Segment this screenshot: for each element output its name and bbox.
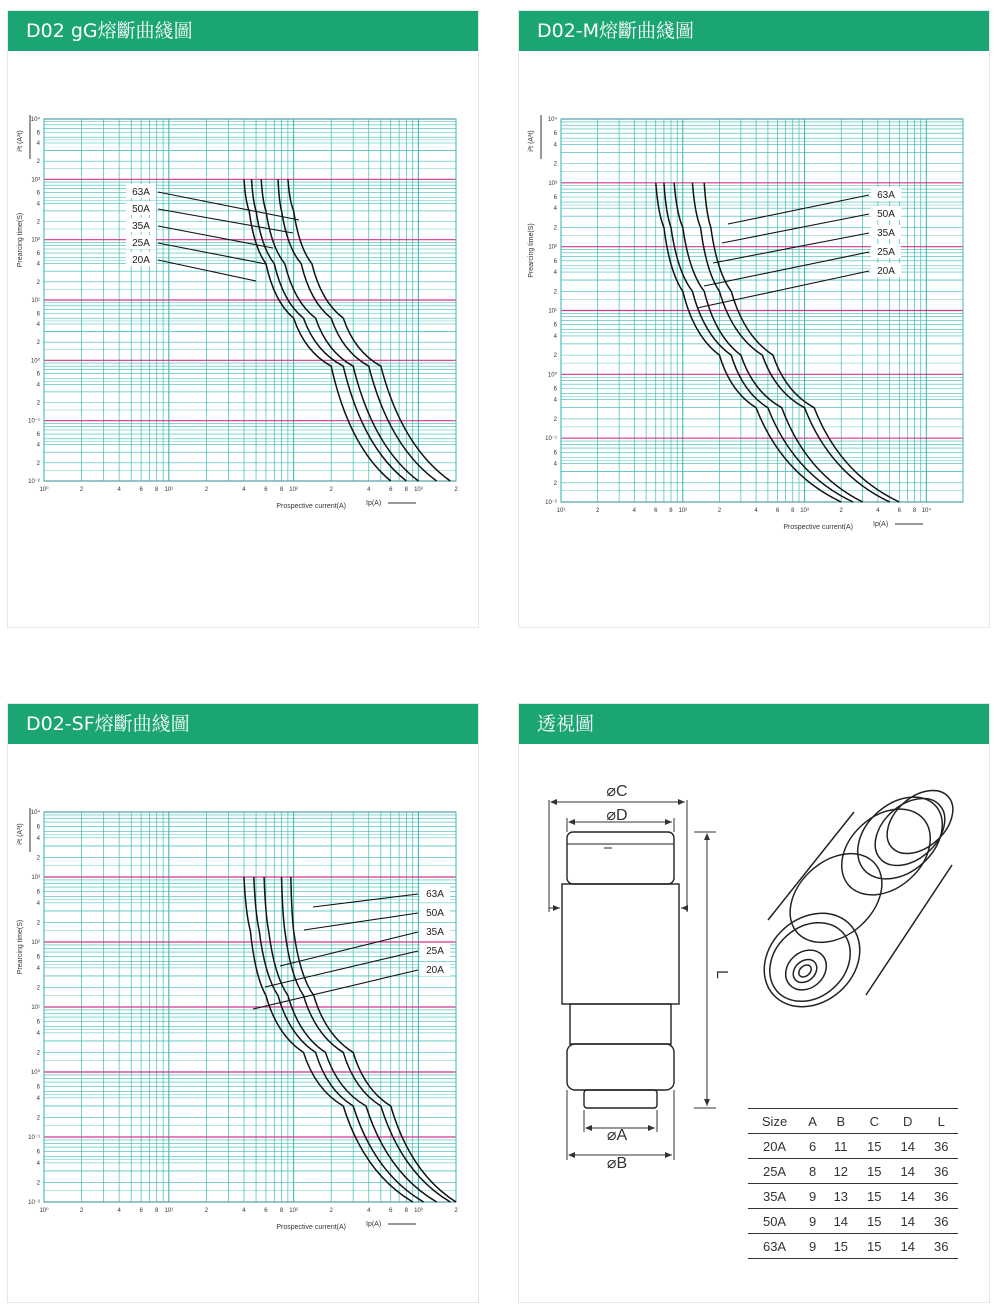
x-tick-label: 8 (404, 487, 409, 493)
y-tick-label: 10⁻¹ (28, 418, 40, 425)
y-tick-label: 2 (36, 1180, 40, 1187)
y-tick-label: 4 (36, 1095, 40, 1102)
y-tick-label: 2 (36, 920, 40, 927)
dimension-lines (549, 800, 716, 1160)
y-tick-label: 4 (36, 261, 40, 268)
curve-label-63A: 63A (132, 187, 150, 198)
table-cell: 8 (801, 1159, 824, 1184)
y-tick-label: 6 (36, 1084, 40, 1091)
x-tick-label: 6 (264, 487, 268, 493)
table-cell: 9 (801, 1184, 824, 1209)
dim-l-label: L (713, 970, 730, 979)
x-tick-label: 6 (654, 508, 658, 514)
y-tick-label: 10⁰ (30, 358, 40, 365)
table-row (748, 1209, 958, 1234)
x-tick-label: 4 (117, 487, 121, 493)
y-tick-label: 10⁻² (28, 479, 40, 485)
table-header-cell: A (801, 1109, 824, 1134)
y-tick-label: 6 (36, 1019, 40, 1026)
y-tick-label: 10⁴ (30, 117, 40, 123)
curve-label-35A: 35A (426, 927, 444, 938)
curve-label-25A: 25A (426, 946, 444, 957)
x-axis-label: Prospective current(A) (783, 524, 853, 531)
y-tick-label: 10⁴ (30, 810, 40, 816)
curve-label-50A: 50A (426, 908, 444, 919)
y-tick-label: 10⁻² (545, 500, 557, 506)
table-cell: 9 (801, 1234, 824, 1259)
y-tick-label: 6 (36, 889, 40, 896)
x-tick-label: 4 (754, 508, 758, 514)
x-tick-label: 4 (632, 508, 636, 514)
curve-label-20A: 20A (132, 255, 150, 266)
x-tick-label: 8 (912, 508, 917, 514)
x-tick-label: 6 (139, 487, 143, 493)
y-tick-label: 6 (36, 954, 40, 961)
x-tick-label: 4 (242, 487, 246, 493)
dim-d-label: ⌀D (606, 807, 628, 824)
y-axis-label: Prearcing time(S) (17, 919, 24, 975)
curve-label-25A: 25A (132, 238, 150, 249)
x-tick-label: 10⁴ (921, 508, 931, 514)
x-tick-label: 10³ (800, 508, 809, 514)
y-tick-label: 4 (553, 270, 557, 277)
y-tick-label: 4 (36, 322, 40, 329)
x-tick-label: 8 (279, 487, 284, 493)
x-tick-label: 4 (242, 1208, 246, 1214)
fuse-perspective-view (745, 778, 965, 1026)
y-tick-label: 4 (553, 397, 557, 404)
x-tick-label: 10² (289, 1208, 298, 1214)
y-tick-label: 4 (553, 206, 557, 213)
y-tick-label: 2 (36, 460, 40, 467)
table-cell: 14 (891, 1184, 924, 1209)
y-tick-label: 2 (36, 400, 40, 407)
table-cell: 15 (858, 1209, 891, 1234)
curve-label-63A: 63A (877, 190, 895, 201)
y-tick-label: 10³ (548, 180, 557, 187)
panel-sf-title: D02-SF熔斷曲綫圖 (8, 704, 478, 744)
x-tick-label: 2 (717, 508, 722, 514)
table-cell: 35A (748, 1184, 801, 1209)
y-tick-label: 6 (553, 450, 557, 457)
x-tick-label: 8 (155, 487, 159, 493)
x-tick-label: 2 (329, 487, 333, 493)
y-axis-label-2: i²t (A²t) (17, 130, 24, 152)
curve-label-20A: 20A (426, 965, 444, 976)
x-tick-label: 2 (839, 508, 843, 514)
size-table (748, 1108, 958, 1259)
y-tick-label: 6 (553, 386, 557, 393)
y-tick-label: 6 (36, 251, 40, 258)
table-cell: 50A (748, 1209, 801, 1234)
y-tick-label: 6 (36, 130, 40, 137)
y-tick-label: 6 (553, 258, 557, 265)
y-tick-label: 4 (553, 333, 557, 340)
table-cell: 36 (924, 1234, 958, 1259)
y-tick-label: 10¹ (31, 298, 40, 304)
table-header-cell: L (924, 1109, 958, 1134)
y-tick-label: 10⁰ (547, 372, 557, 379)
dim-a-label: ⌀A (606, 1127, 628, 1144)
table-cell: 11 (824, 1134, 857, 1159)
y-tick-label: 10¹ (548, 308, 557, 315)
y-tick-label: 10² (548, 244, 557, 251)
x-tick-label: 2 (204, 1208, 209, 1214)
table-cell: 36 (924, 1159, 958, 1184)
y-tick-label: 2 (36, 219, 40, 226)
panel-m-title: D02-M熔斷曲綫圖 (519, 11, 989, 51)
y-tick-label: 6 (553, 322, 557, 329)
table-row (748, 1134, 958, 1159)
y-tick-label: 2 (553, 480, 557, 487)
table-header-cell: Size (748, 1109, 801, 1134)
table-cell: 6 (801, 1134, 824, 1159)
x-tick-label: 10¹ (164, 487, 174, 493)
panel-view-title: 透視圖 (519, 704, 989, 744)
y-tick-label: 2 (36, 1050, 40, 1057)
table-cell: 14 (891, 1159, 924, 1184)
panel-gg-title: D02 gG熔斷曲綫圖 (8, 11, 478, 51)
y-tick-label: 2 (553, 353, 557, 360)
y-tick-label: 6 (36, 311, 40, 318)
y-tick-label: 2 (36, 340, 40, 347)
y-tick-label: 10⁻¹ (28, 1135, 40, 1141)
table-row (748, 1159, 958, 1184)
x-axis-symbol: Ip(A) (366, 1221, 382, 1228)
x-tick-label: 10² (289, 487, 298, 493)
table-cell: 20A (748, 1134, 801, 1159)
table-cell: 9 (801, 1209, 824, 1234)
x-tick-label: 10³ (414, 1208, 423, 1214)
y-axis-label-2: i²t (A²t) (17, 823, 24, 845)
x-tick-label: 8 (404, 1208, 409, 1214)
table-cell: 14 (824, 1209, 857, 1234)
y-axis-label-2: i²t (A²t) (528, 130, 535, 152)
x-tick-label: 10⁰ (39, 1208, 49, 1214)
y-tick-label: 6 (36, 824, 40, 831)
y-tick-label: 2 (553, 289, 557, 296)
x-tick-label: 2 (454, 487, 458, 493)
y-tick-label: 2 (553, 416, 557, 423)
table-cell: 14 (891, 1234, 924, 1259)
curve-label-35A: 35A (877, 228, 895, 239)
y-tick-label: 10³ (31, 177, 40, 184)
y-tick-label: 4 (553, 461, 557, 468)
x-tick-label: 6 (389, 1208, 393, 1214)
table-cell: 15 (858, 1184, 891, 1209)
x-tick-label: 10³ (414, 487, 423, 493)
y-axis-label: Prearcing time(S) (17, 212, 24, 268)
table-cell: 15 (858, 1134, 891, 1159)
y-tick-label: 6 (36, 1149, 40, 1156)
y-tick-label: 4 (36, 382, 40, 389)
x-tick-label: 2 (329, 1208, 333, 1214)
y-tick-label: 2 (553, 161, 557, 168)
y-tick-label: 10⁴ (547, 117, 557, 123)
y-tick-label: 2 (553, 225, 557, 232)
y-tick-label: 4 (36, 1160, 40, 1167)
table-cell: 36 (924, 1209, 958, 1234)
y-tick-label: 10² (31, 940, 40, 946)
fuse-side-view (562, 832, 679, 1108)
y-tick-label: 6 (36, 371, 40, 378)
table-cell: 36 (924, 1134, 958, 1159)
curve-label-25A: 25A (877, 247, 895, 258)
y-tick-label: 6 (553, 131, 557, 138)
x-tick-label: 4 (876, 508, 880, 514)
x-tick-label: 4 (367, 1208, 371, 1214)
x-tick-label: 6 (264, 1208, 268, 1214)
x-tick-label: 10⁰ (39, 487, 49, 493)
y-tick-label: 2 (36, 985, 40, 992)
y-tick-label: 2 (36, 1115, 40, 1122)
y-tick-label: 4 (36, 965, 40, 972)
x-tick-label: 2 (454, 1208, 458, 1214)
x-tick-label: 6 (775, 508, 780, 514)
y-tick-label: 4 (553, 142, 557, 149)
table-header-cell: B (824, 1109, 857, 1134)
y-tick-label: 2 (36, 159, 40, 166)
y-tick-label: 4 (36, 141, 40, 148)
y-tick-label: 10⁻² (28, 1200, 40, 1206)
table-cell: 36 (924, 1184, 958, 1209)
y-tick-label: 4 (36, 442, 40, 449)
y-tick-label: 4 (36, 900, 40, 907)
y-tick-label: 6 (36, 190, 40, 197)
y-tick-label: 2 (36, 279, 40, 286)
table-cell: 25A (748, 1159, 801, 1184)
y-tick-label: 10⁰ (30, 1070, 40, 1076)
y-tick-label: 10² (31, 237, 40, 244)
dim-c-label: ⌀C (606, 783, 628, 800)
y-tick-label: 2 (36, 855, 40, 862)
dim-b-label: ⌀B (606, 1155, 628, 1172)
curve-label-50A: 50A (877, 209, 895, 220)
y-tick-label: 4 (36, 835, 40, 842)
x-tick-label: 2 (79, 1208, 84, 1214)
x-tick-label: 10¹ (164, 1208, 174, 1214)
x-tick-label: 6 (897, 508, 901, 514)
curve-label-20A: 20A (877, 266, 895, 277)
y-tick-label: 10¹ (31, 1005, 40, 1011)
y-tick-label: 4 (36, 201, 40, 208)
y-tick-label: 6 (553, 194, 557, 201)
x-tick-label: 2 (595, 508, 600, 514)
x-axis-label: Prospective current(A) (276, 503, 346, 510)
table-header-cell: C (858, 1109, 891, 1134)
table-cell: 14 (891, 1134, 924, 1159)
x-tick-label: 4 (117, 1208, 121, 1214)
x-tick-label: 6 (389, 487, 393, 493)
curve-label-35A: 35A (132, 221, 150, 232)
table-cell: 14 (891, 1209, 924, 1234)
y-axis-label: Prearcing time(S) (528, 223, 535, 278)
x-tick-label: 8 (279, 1208, 284, 1214)
x-axis-symbol: Ip(A) (366, 500, 382, 507)
y-tick-label: 4 (36, 1030, 40, 1037)
table-header-row (748, 1109, 958, 1134)
x-tick-label: 4 (367, 487, 371, 493)
curve-label-50A: 50A (132, 204, 150, 215)
table-cell: 13 (824, 1184, 857, 1209)
x-tick-label: 2 (204, 487, 209, 493)
table-header-cell: D (891, 1109, 924, 1134)
table-cell: 15 (858, 1234, 891, 1259)
y-tick-label: 6 (36, 432, 40, 439)
table-cell: 12 (824, 1159, 857, 1184)
x-axis-label: Prospective current(A) (276, 1224, 346, 1231)
table-cell: 15 (824, 1234, 857, 1259)
curve-label-63A: 63A (426, 889, 444, 900)
x-axis-symbol: Ip(A) (873, 521, 889, 528)
table-cell: 63A (748, 1234, 801, 1259)
x-tick-label: 10¹ (556, 508, 566, 514)
x-tick-label: 8 (155, 1208, 159, 1214)
x-tick-label: 8 (669, 508, 673, 514)
table-row (748, 1184, 958, 1209)
x-tick-label: 8 (791, 508, 795, 514)
x-tick-label: 2 (79, 487, 84, 493)
table-cell: 15 (858, 1159, 891, 1184)
y-tick-label: 10⁻¹ (545, 436, 557, 443)
x-tick-label: 10² (678, 508, 688, 514)
y-tick-label: 10³ (31, 875, 40, 881)
table-row (748, 1234, 958, 1259)
x-tick-label: 6 (139, 1208, 143, 1214)
